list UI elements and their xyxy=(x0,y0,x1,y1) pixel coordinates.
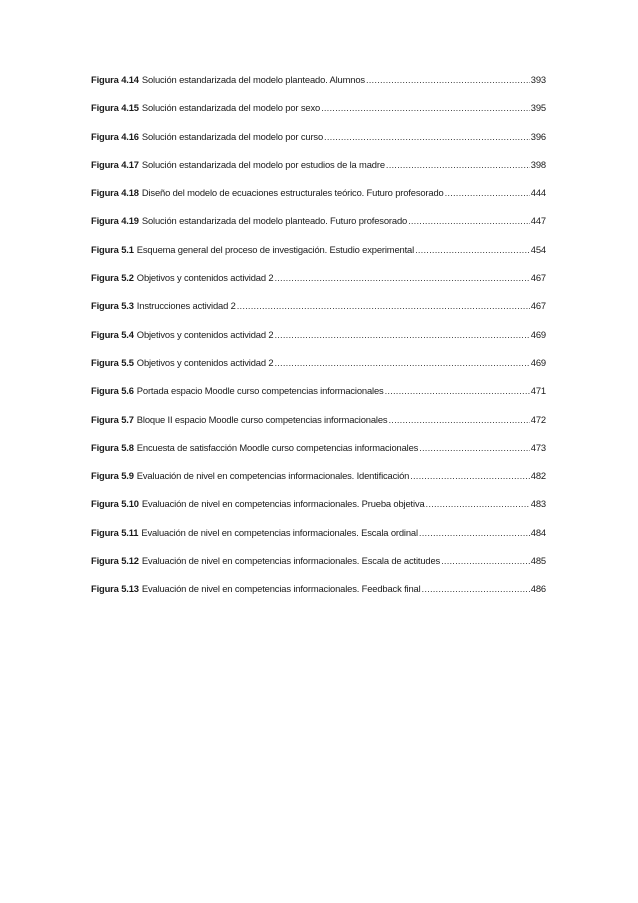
figure-caption: Solución estandarizada del modelo planteado. Alumnos xyxy=(141,74,365,85)
page-number: 485 xyxy=(530,555,546,567)
figure-caption: Portada espacio Moodle curso competencias informacionales xyxy=(136,385,384,397)
figure-number: Figura 5.4 xyxy=(91,328,134,340)
dot-leader xyxy=(324,131,530,142)
dot-leader xyxy=(274,357,529,368)
page-number: 396 xyxy=(530,130,546,142)
figure-caption: Objetivos y contenidos actividad 2 xyxy=(136,272,274,284)
toc-entry[interactable] xyxy=(91,442,546,470)
figure-number: Figura 4.19 xyxy=(91,215,139,227)
figure-caption: Objetivos y contenidos actividad 2 xyxy=(136,356,274,368)
page-number: 454 xyxy=(530,243,546,255)
dot-leader xyxy=(388,414,529,425)
figure-caption: Solución estandarizada del modelo por estudios de la madre xyxy=(141,158,385,170)
figure-caption: Solución estandarizada del modelo por curso xyxy=(141,130,324,142)
dot-leader xyxy=(385,385,530,396)
toc-entry[interactable] xyxy=(91,414,546,442)
toc-entry[interactable] xyxy=(91,527,546,555)
figure-number: Figura 5.2 xyxy=(91,272,134,284)
toc-entry[interactable] xyxy=(91,583,546,611)
toc-entry[interactable] xyxy=(91,357,546,385)
figure-number: Figura 5.9 xyxy=(91,470,134,482)
figure-caption: Solución estandarizada del modelo por sexo xyxy=(141,102,321,114)
dot-leader xyxy=(419,527,530,538)
figure-number: Figura 5.11 xyxy=(91,526,139,538)
figure-caption: Evaluación de nivel en competencias informacionales. Escala de actitudes xyxy=(141,555,441,567)
toc-entry[interactable] xyxy=(91,470,546,498)
dot-leader xyxy=(386,159,530,170)
dot-leader xyxy=(445,187,530,198)
dot-leader xyxy=(408,215,530,226)
dot-leader xyxy=(274,329,529,340)
figure-caption: Evaluación de nivel en competencias informacionales. Feedback final xyxy=(141,583,421,595)
page-number: 473 xyxy=(530,441,546,453)
figure-number: Figura 4.17 xyxy=(91,158,139,170)
toc-entry[interactable] xyxy=(91,159,546,187)
figure-number: Figura 5.7 xyxy=(91,413,134,425)
page-number: 471 xyxy=(530,385,546,397)
page-number: 467 xyxy=(530,300,546,312)
figure-caption: Evaluación de nivel en competencias informacionales. Identificación xyxy=(136,470,410,482)
dot-leader xyxy=(237,300,530,311)
page-number: 398 xyxy=(530,158,546,170)
page-number: 444 xyxy=(530,187,546,199)
page-number: 469 xyxy=(530,356,546,368)
figure-number: Figura 5.10 xyxy=(91,498,139,510)
figure-caption: Esquema general del proceso de investigación. Estudio experimental xyxy=(136,243,415,255)
dot-leader xyxy=(419,442,530,453)
page-number: 486 xyxy=(530,583,546,595)
figure-number: Figura 5.1 xyxy=(91,243,134,255)
page-number: 483 xyxy=(530,498,546,510)
dot-leader xyxy=(441,555,530,566)
toc-entry[interactable] xyxy=(91,385,546,413)
dot-leader xyxy=(415,244,530,255)
figure-number: Figura 5.8 xyxy=(91,441,134,453)
toc-entry[interactable] xyxy=(91,244,546,272)
figure-number: Figura 4.15 xyxy=(91,102,139,114)
dot-leader xyxy=(366,74,530,85)
toc-entry[interactable] xyxy=(91,555,546,583)
page-number: 472 xyxy=(530,413,546,425)
toc-entry[interactable] xyxy=(91,498,546,526)
dot-leader xyxy=(321,102,530,113)
figure-caption: Solución estandarizada del modelo planteado. Futuro profesorado xyxy=(141,215,408,227)
toc-entry[interactable] xyxy=(91,300,546,328)
toc-entry[interactable] xyxy=(91,131,546,159)
toc-entry[interactable] xyxy=(91,74,546,102)
page-number: 395 xyxy=(530,102,546,114)
page-number: 484 xyxy=(530,526,546,538)
figure-caption: Instrucciones actividad 2 xyxy=(136,300,236,312)
toc-entry[interactable] xyxy=(91,272,546,300)
dot-leader xyxy=(274,272,529,283)
dot-leader xyxy=(426,498,530,509)
page-number: 467 xyxy=(530,272,546,284)
figure-number: Figura 5.13 xyxy=(91,583,139,595)
figure-number: Figura 5.6 xyxy=(91,385,134,397)
page-number: 393 xyxy=(530,74,546,85)
toc-entry[interactable] xyxy=(91,102,546,130)
figure-number: Figura 4.16 xyxy=(91,130,139,142)
figure-number: Figura 5.12 xyxy=(91,555,139,567)
figure-number: Figura 4.14 xyxy=(91,74,139,85)
figure-caption: Encuesta de satisfacción Moodle curso competencias informacionales xyxy=(136,441,419,453)
page-number: 447 xyxy=(530,215,546,227)
page-number: 482 xyxy=(530,470,546,482)
figure-caption: Bloque II espacio Moodle curso competencias informacionales xyxy=(136,413,388,425)
list-of-figures xyxy=(91,74,546,612)
toc-entry[interactable] xyxy=(91,187,546,215)
toc-entry[interactable] xyxy=(91,329,546,357)
dot-leader xyxy=(410,470,530,481)
toc-entry[interactable] xyxy=(91,215,546,243)
page-number: 469 xyxy=(530,328,546,340)
figure-number: Figura 5.3 xyxy=(91,300,134,312)
dot-leader xyxy=(422,583,530,594)
figure-caption: Evaluación de nivel en competencias informacionales. Escala ordinal xyxy=(141,526,418,538)
figure-number: Figura 4.18 xyxy=(91,187,139,199)
figure-caption: Evaluación de nivel en competencias informacionales. Prueba objetiva xyxy=(141,498,425,510)
figure-number: Figura 5.5 xyxy=(91,356,134,368)
figure-caption: Diseño del modelo de ecuaciones estructurales teórico. Futuro profesorado xyxy=(141,187,444,199)
figure-caption: Objetivos y contenidos actividad 2 xyxy=(136,328,274,340)
